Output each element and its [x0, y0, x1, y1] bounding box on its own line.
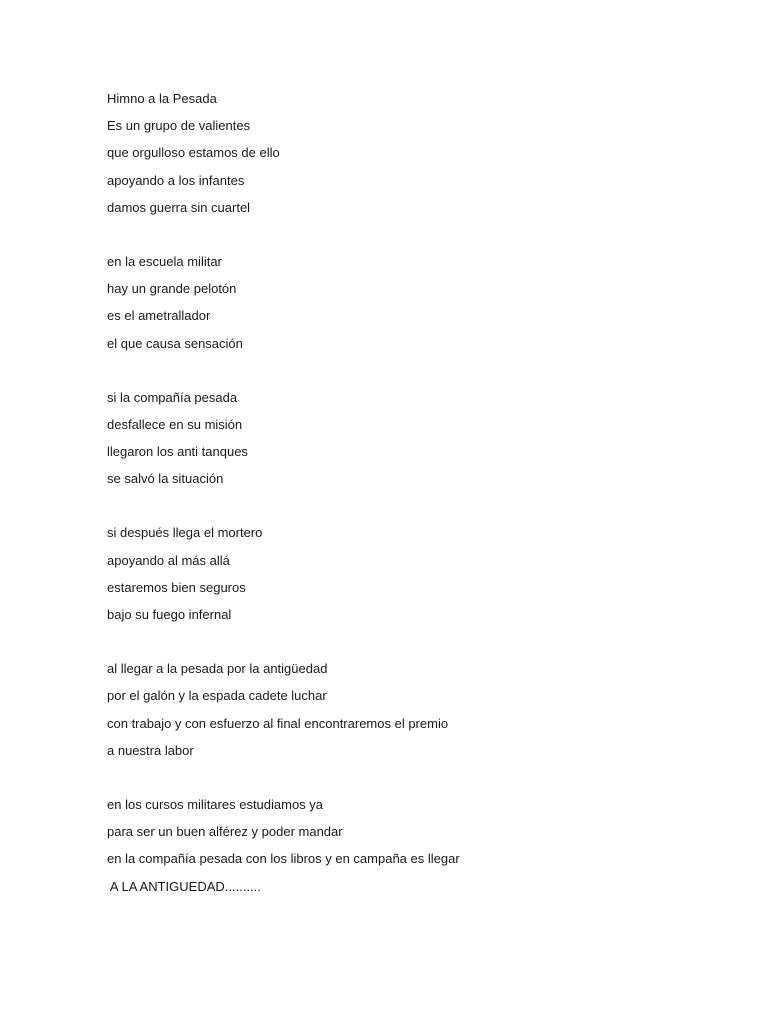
stanza-6 [107, 796, 707, 905]
poem-line: A LA ANTIGUEDAD.......... [107, 878, 261, 894]
stanza-2 [107, 253, 707, 362]
poem-line: por el galón y la espada cadete luchar [107, 688, 327, 704]
poem-line: desfallece en su misión [107, 416, 243, 432]
stanza-5 [107, 660, 707, 769]
poem-line: a nuestra labor [107, 742, 194, 758]
poem-line: para ser un buen alférez y poder mandar [107, 824, 343, 840]
poem-line: llegaron los anti tanques [107, 444, 248, 460]
poem-line: en la escuela militar [107, 253, 222, 269]
poem-line: bajo su fuego infernal [107, 607, 232, 622]
poem-title: Himno a la Pesada [107, 91, 217, 106]
stanza-3 [107, 389, 707, 498]
poem [107, 90, 707, 932]
poem-line: Es un grupo de valientes [107, 118, 251, 134]
poem-line: que orgulloso estamos de ello [107, 145, 280, 161]
poem-line: si la compañía pesada [107, 389, 238, 405]
poem-line: es el ametrallador [107, 308, 211, 324]
stanza-1 [107, 90, 707, 226]
poem-line: se salvó la situación [107, 471, 224, 487]
poem-line: en los cursos militares estudiamos ya [107, 796, 324, 812]
poem-line: si después llega el mortero [107, 525, 263, 541]
poem-line: al llegar a la pesada por la antigüedad [107, 661, 328, 677]
stanza-4 [107, 524, 707, 633]
poem-line: el que causa sensación [107, 335, 243, 351]
poem-line: damos guerra sin cuartel [107, 199, 251, 215]
poem-line: apoyando al más allá [107, 552, 230, 568]
poem-line: con trabajo y con esfuerzo al final encontraremos el premio [107, 715, 449, 731]
poem-line: estaremos bien seguros [107, 579, 246, 595]
poem-line: hay un grande pelotón [107, 281, 237, 297]
poem-line: apoyando a los infantes [107, 172, 245, 188]
poem-line: en la compañía pesada con los libros y en campaña es llegar [107, 851, 460, 867]
